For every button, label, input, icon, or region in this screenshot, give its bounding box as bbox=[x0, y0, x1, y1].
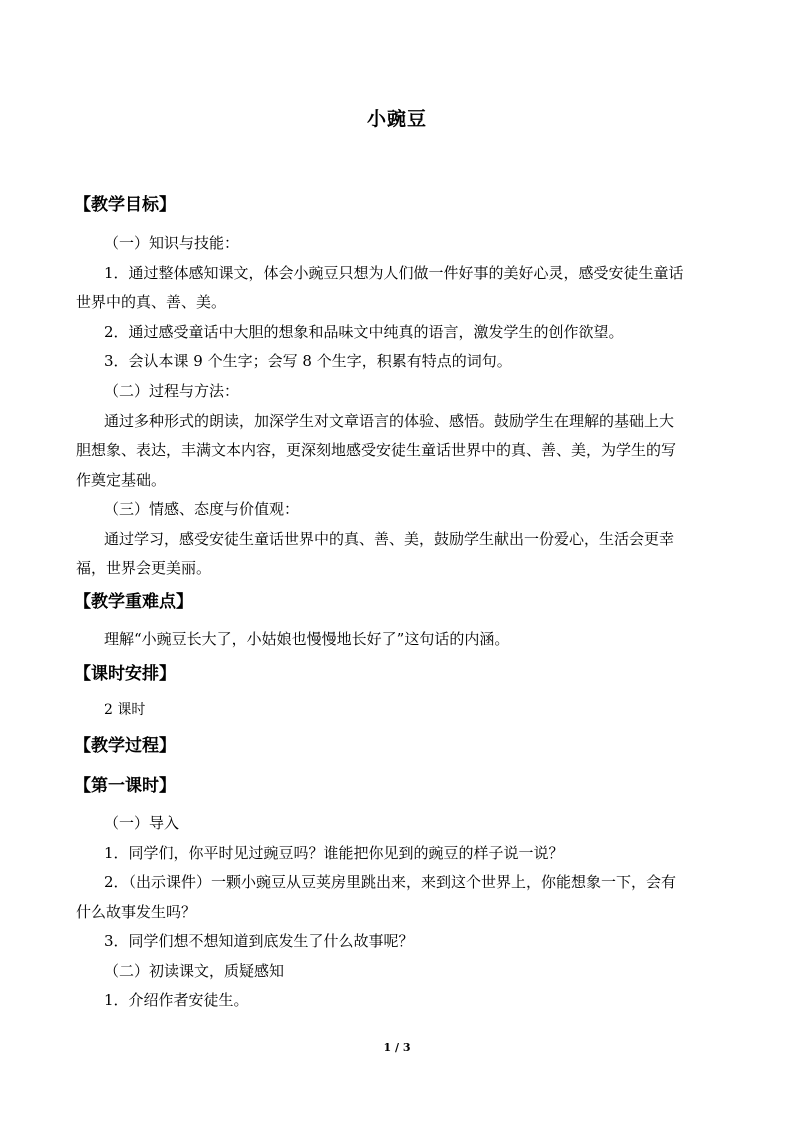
subheading-intro: （一）导入 bbox=[104, 814, 180, 832]
heading-key-points: 【教学重难点】 bbox=[74, 592, 193, 612]
intro-item2-line1: 2．（出示课件）一颗小豌豆从豆荚房里跳出来，来到这个世界上，你能想象一下，会有 bbox=[104, 873, 677, 891]
subheading-process-methods: （二）过程与方法： bbox=[104, 382, 240, 400]
heading-first-lesson: 【第一课时】 bbox=[74, 776, 176, 796]
goal1-item2: 2．通过感受童话中大胆的想象和品味文中纯真的语言，激发学生的创作欲望。 bbox=[104, 323, 624, 341]
subheading-emotion-values: （三）情感、态度与价值观： bbox=[104, 500, 300, 518]
subheading-knowledge-skills: （一）知识与技能： bbox=[104, 234, 240, 252]
goal3-line2: 福，世界会更美丽。 bbox=[76, 559, 212, 577]
goal1-item3: 3．会认本课 9 个生字；会写 8 个生字，积累有特点的词句。 bbox=[104, 352, 512, 370]
intro-item1: 1．同学们，你平时见过豌豆吗？谁能把你见到的豌豆的样子说一说？ bbox=[104, 844, 564, 862]
intro-item3: 3．同学们想不想知道到底发生了什么故事呢？ bbox=[104, 932, 414, 950]
heading-teaching-goals: 【教学目标】 bbox=[74, 195, 176, 215]
read-item1: 1．介绍作者安徒生。 bbox=[104, 991, 249, 1009]
heading-teaching-process: 【教学过程】 bbox=[74, 736, 176, 756]
heading-schedule: 【课时安排】 bbox=[74, 664, 176, 684]
goal2-line1: 通过多种形式的朗读，加深学生对文章语言的体验、感悟。鼓励学生在理解的基础上大 bbox=[104, 412, 675, 430]
goal1-item1-line1: 1．通过整体感知课文，体会小豌豆只想为人们做一件好事的美好心灵，感受安徒生童话 bbox=[104, 264, 684, 282]
goal3-line1: 通过学习，感受安徒生童话世界中的真、善、美，鼓励学生献出一份爱心，生活会更幸 bbox=[104, 530, 675, 548]
subheading-first-reading: （二）初读课文，质疑感知 bbox=[104, 962, 285, 980]
goal2-line2: 胆想象、表达，丰满文本内容，更深刻地感受安徒生童话世界中的真、善、美，为学生的写 bbox=[76, 441, 677, 459]
intro-item2-line2: 什么故事发生吗？ bbox=[76, 903, 197, 921]
goal2-line3: 作奠定基础。 bbox=[76, 471, 167, 489]
page-number: 1 / 3 bbox=[383, 1041, 411, 1054]
page-title: 小豌豆 bbox=[366, 108, 427, 130]
schedule-text: 2 课时 bbox=[104, 702, 146, 718]
key-points-text: 理解“小豌豆长大了，小姑娘也慢慢地长好了”这句话的内涵。 bbox=[104, 630, 510, 648]
goal1-item1-line2: 世界中的真、善、美。 bbox=[76, 293, 227, 311]
